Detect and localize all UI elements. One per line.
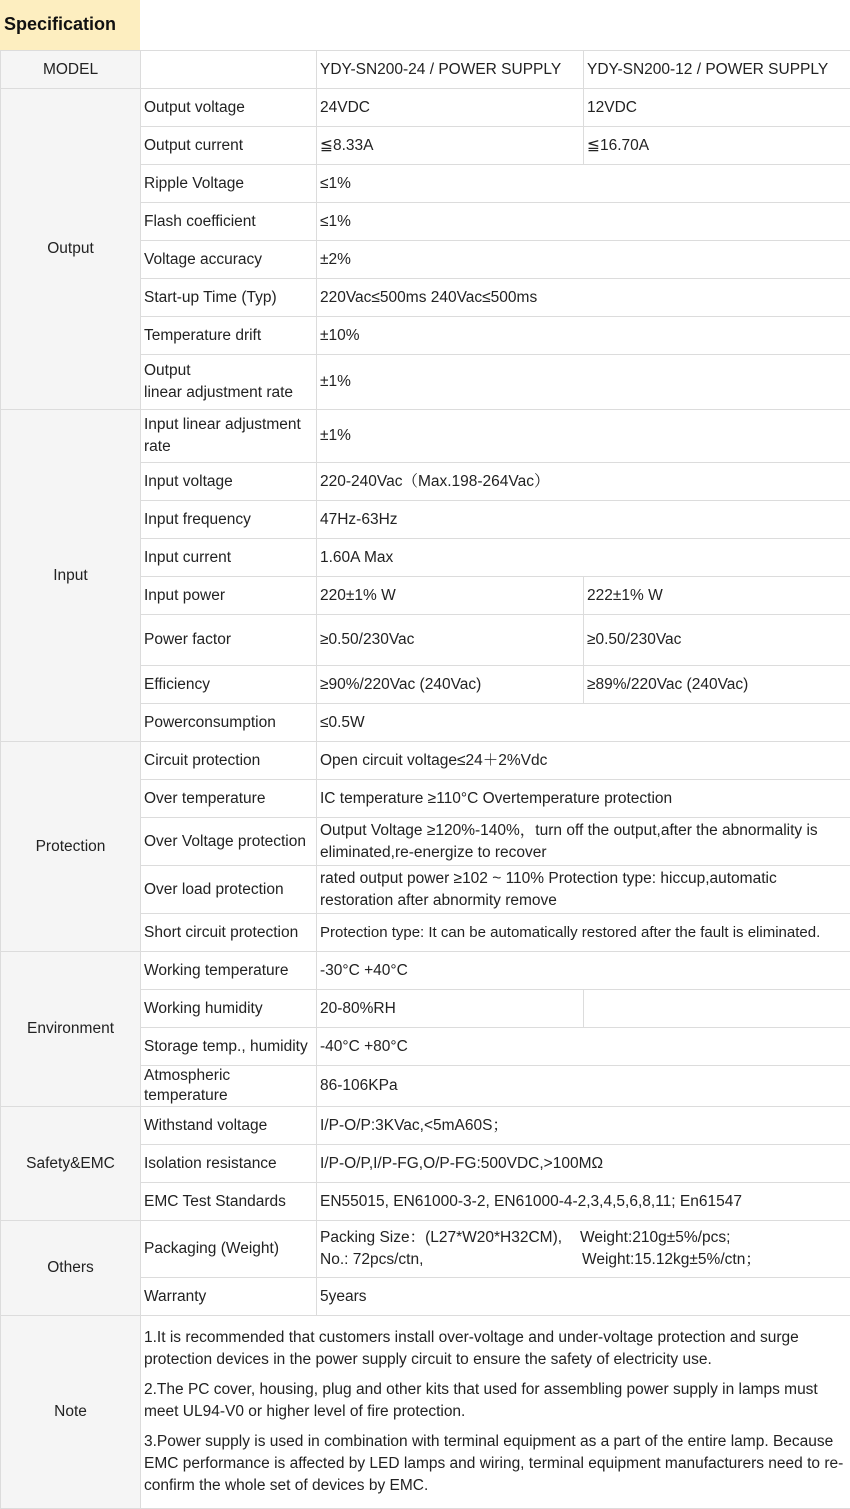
row-value: ≤0.5W (317, 704, 850, 742)
table-row (1, 410, 850, 463)
row-label: Output current (141, 127, 317, 165)
row-value: I/P-O/P:3KVac,<5mA60S； (317, 1107, 850, 1145)
row-label: Powerconsumption (141, 704, 317, 742)
group-note: Note (1, 1316, 141, 1509)
row-label: Ripple Voltage (141, 165, 317, 203)
row-label: Working temperature (141, 952, 317, 990)
row-value: 86-106KPa (317, 1066, 850, 1107)
row-label: Input power (141, 577, 317, 615)
row-label: Efficiency (141, 666, 317, 704)
row-value: 220Vac≤500ms 240Vac≤500ms (317, 279, 850, 317)
row-label (141, 1066, 317, 1107)
value-a: 24VDC (317, 89, 584, 127)
row-label: Flash coefficient (141, 203, 317, 241)
row-value: 220-240Vac（Max.198-264Vac） (317, 463, 850, 501)
row-value: EN55015, EN61000-3-2, EN61000-4-2,3,4,5,6,8,11; En61547 (317, 1183, 850, 1221)
group-protection: Protection (1, 742, 141, 952)
row-label: Power factor (141, 615, 317, 666)
weight-carton: Weight:15.12kg±5%/ctn； (582, 1249, 761, 1271)
value-a: 20-80%RH (317, 990, 584, 1028)
pcs-per-carton: No.: 72pcs/ctn, (320, 1249, 582, 1271)
row-value (317, 1221, 850, 1278)
table-row (1, 742, 850, 780)
row-label: Input current (141, 539, 317, 577)
row-label-line: rate (144, 438, 171, 455)
group-output: Output (1, 89, 141, 410)
value-b-empty (584, 990, 850, 1028)
table-row (1, 952, 850, 990)
row-value-line: Output Voltage ≥120%-140%，turn off the output,after the abnormality is (320, 822, 818, 839)
table-row (1, 89, 850, 127)
row-label: Voltage accuracy (141, 241, 317, 279)
value-b: 12VDC (584, 89, 850, 127)
row-value: -30°C +40°C (317, 952, 850, 990)
row-label (141, 355, 317, 410)
model-empty-cell (141, 51, 317, 89)
row-label: Temperature drift (141, 317, 317, 355)
row-label-line: Atmospheric (144, 1067, 230, 1084)
row-value: ≤1% (317, 165, 850, 203)
row-label: Short circuit protection (141, 914, 317, 952)
row-value: ≤1% (317, 203, 850, 241)
row-label: Input voltage (141, 463, 317, 501)
row-value: I/P-O/P,I/P-FG,O/P-FG:500VDC,>100MΩ (317, 1145, 850, 1183)
packaging-line (320, 1249, 847, 1271)
weight-pcs: Weight:210g±5%/pcs; (580, 1227, 730, 1249)
group-safety: Safety&EMC (1, 1107, 141, 1221)
row-label: Over temperature (141, 780, 317, 818)
row-value: 47Hz-63Hz (317, 501, 850, 539)
value-a: ≥0.50/230Vac (317, 615, 584, 666)
row-value: -40°C +80°C (317, 1028, 850, 1066)
row-label (141, 410, 317, 463)
note-item: 1.It is recommended that customers install over-voltage and under-voltage protection and surge protection devices in the power supply circuit to ensure the safety of electricity use. (144, 1327, 847, 1371)
row-value: Open circuit voltage≤24＋2%Vdc (317, 742, 850, 780)
value-b: ≥89%/220Vac (240Vac) (584, 666, 850, 704)
row-label: Output voltage (141, 89, 317, 127)
row-label: Withstand voltage (141, 1107, 317, 1145)
spec-table (0, 50, 850, 1509)
row-value: ±10% (317, 317, 850, 355)
row-label: Packaging (Weight) (141, 1221, 317, 1278)
value-a: 220±1% W (317, 577, 584, 615)
row-label: Over load protection (141, 866, 317, 914)
note-item: 2.The PC cover, housing, plug and other kits that used for assembling power supply in lamps must meet UL94-V0 or higher level of fire protection. (144, 1379, 847, 1423)
row-label: Working humidity (141, 990, 317, 1028)
row-value (317, 866, 850, 914)
row-value: ±1% (317, 355, 850, 410)
packing-size: Packing Size：(L27*W20*H32CM), (320, 1227, 580, 1249)
row-label: Isolation resistance (141, 1145, 317, 1183)
row-label-line: Input linear adjustment (144, 416, 301, 433)
row-value-line: rated output power ≥102 ~ 110% Protection type: hiccup,automatic (320, 870, 777, 887)
group-others: Others (1, 1221, 141, 1316)
row-value-line: eliminated,re-energize to recover (320, 844, 547, 861)
value-a: ≦8.33A (317, 127, 584, 165)
row-value: 1.60A Max (317, 539, 850, 577)
model-row (1, 51, 850, 89)
group-environment: Environment (1, 952, 141, 1107)
row-value: ±1% (317, 410, 850, 463)
value-b: ≥0.50/230Vac (584, 615, 850, 666)
group-input: Input (1, 410, 141, 742)
value-b: ≦16.70A (584, 127, 850, 165)
row-value: IC temperature ≥110°C Overtemperature protection (317, 780, 850, 818)
table-row (1, 1316, 850, 1509)
row-label-line: Output (144, 362, 191, 379)
table-row (1, 1107, 850, 1145)
row-label: Warranty (141, 1278, 317, 1316)
row-value: Protection type: It can be automatically restored after the fault is eliminated. (317, 914, 850, 952)
row-label-line: temperature (144, 1087, 228, 1104)
row-value-line: restoration after abnormity remove (320, 892, 557, 909)
notes-cell (141, 1316, 850, 1509)
table-row (1, 1221, 850, 1278)
spec-title-cell (0, 0, 140, 50)
model-b: YDY-SN200-12 / POWER SUPPLY (584, 51, 850, 89)
model-a: YDY-SN200-24 / POWER SUPPLY (317, 51, 584, 89)
row-label: Over Voltage protection (141, 818, 317, 866)
value-a: ≥90%/220Vac (240Vac) (317, 666, 584, 704)
row-label: Start-up Time (Typ) (141, 279, 317, 317)
row-label: Input frequency (141, 501, 317, 539)
row-label: Circuit protection (141, 742, 317, 780)
value-b: 222±1% W (584, 577, 850, 615)
row-label: EMC Test Standards (141, 1183, 317, 1221)
row-label: Storage temp., humidity (141, 1028, 317, 1066)
row-value (317, 818, 850, 866)
row-label-line: linear adjustment rate (144, 384, 293, 401)
note-item: 3.Power supply is used in combination with terminal equipment as a part of the entire lamp. Because EMC performance is affected by LED lamps and wiring, terminal equipment manufacturers need to re-confirm the whole set of devices by EMC. (144, 1431, 847, 1497)
page-title: Specification (4, 14, 116, 35)
model-header: MODEL (1, 51, 141, 89)
row-value: 5years (317, 1278, 850, 1316)
row-value: ±2% (317, 241, 850, 279)
packaging-line (320, 1227, 847, 1249)
